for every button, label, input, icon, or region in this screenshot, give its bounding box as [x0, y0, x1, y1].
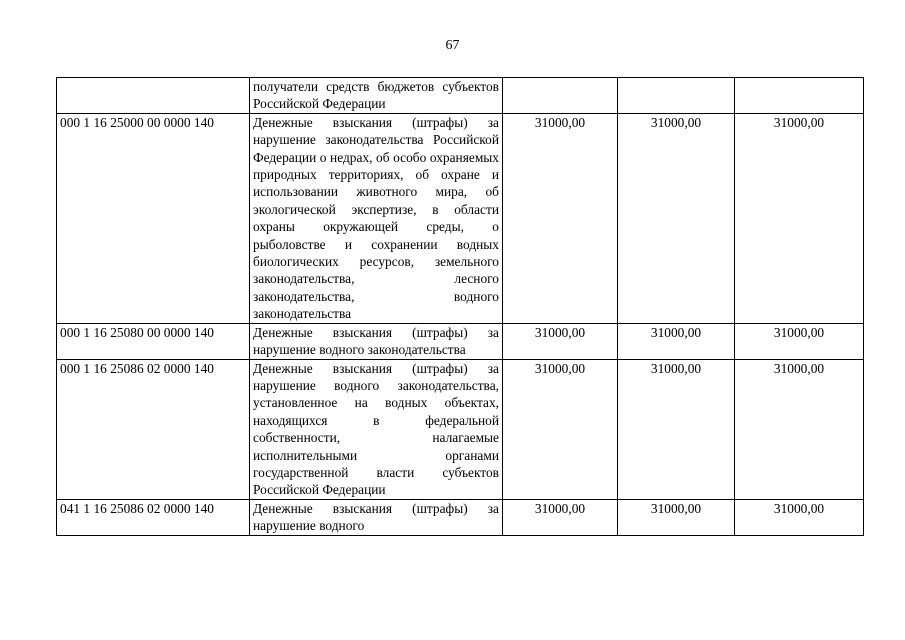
budget-code-cell — [57, 78, 250, 114]
revenue-table — [56, 77, 864, 536]
description-cell: получатели средств бюджетов субъектов Российской Федерации — [250, 78, 503, 114]
budget-code-cell: 000 1 16 25086 02 0000 140 — [57, 359, 250, 499]
amount-cell-1: 31000,00 — [503, 499, 618, 535]
budget-code-cell: 000 1 16 25080 00 0000 140 — [57, 323, 250, 359]
amount-cell-2 — [618, 78, 735, 114]
table-row — [57, 78, 864, 114]
amount-cell-1 — [503, 78, 618, 114]
amount-cell-2: 31000,00 — [618, 499, 735, 535]
page-number: 67 — [445, 38, 460, 53]
table-row — [57, 113, 864, 323]
amount-cell-2: 31000,00 — [618, 359, 735, 499]
description-cell: Денежные взыскания (штрафы) за нарушение водного законодательства — [250, 323, 503, 359]
description-cell: Денежные взыскания (штрафы) за нарушение законодательства Российской Федерации о недрах, об особо охраняемых природных территориях, об охране и использовании животного мира, об экологической экспертизе, в области охраны окружающей среды, о рыболовстве и сохранении водных биологических ресурсов, земельного законодательства, лесного законодательства, водного законодательства — [250, 113, 503, 323]
amount-cell-3: 31000,00 — [735, 359, 864, 499]
table-row — [57, 323, 864, 359]
budget-code-cell: 041 1 16 25086 02 0000 140 — [57, 499, 250, 535]
amount-cell-1: 31000,00 — [503, 323, 618, 359]
amount-cell-3 — [735, 78, 864, 114]
budget-code-cell: 000 1 16 25000 00 0000 140 — [57, 113, 250, 323]
amount-cell-2: 31000,00 — [618, 323, 735, 359]
table-row — [57, 499, 864, 535]
amount-cell-2: 31000,00 — [618, 113, 735, 323]
amount-cell-1: 31000,00 — [503, 113, 618, 323]
description-cell: Денежные взыскания (штрафы) за нарушение водного — [250, 499, 503, 535]
amount-cell-3: 31000,00 — [735, 323, 864, 359]
description-cell: Денежные взыскания (штрафы) за нарушение водного законодательства, установленное на водных объектах, находящихся в федеральной собственности, налагаемые исполнительными органами государственной власти субъектов Российской Федерации — [250, 359, 503, 499]
amount-cell-3: 31000,00 — [735, 499, 864, 535]
table-row — [57, 359, 864, 499]
amount-cell-1: 31000,00 — [503, 359, 618, 499]
amount-cell-3: 31000,00 — [735, 113, 864, 323]
